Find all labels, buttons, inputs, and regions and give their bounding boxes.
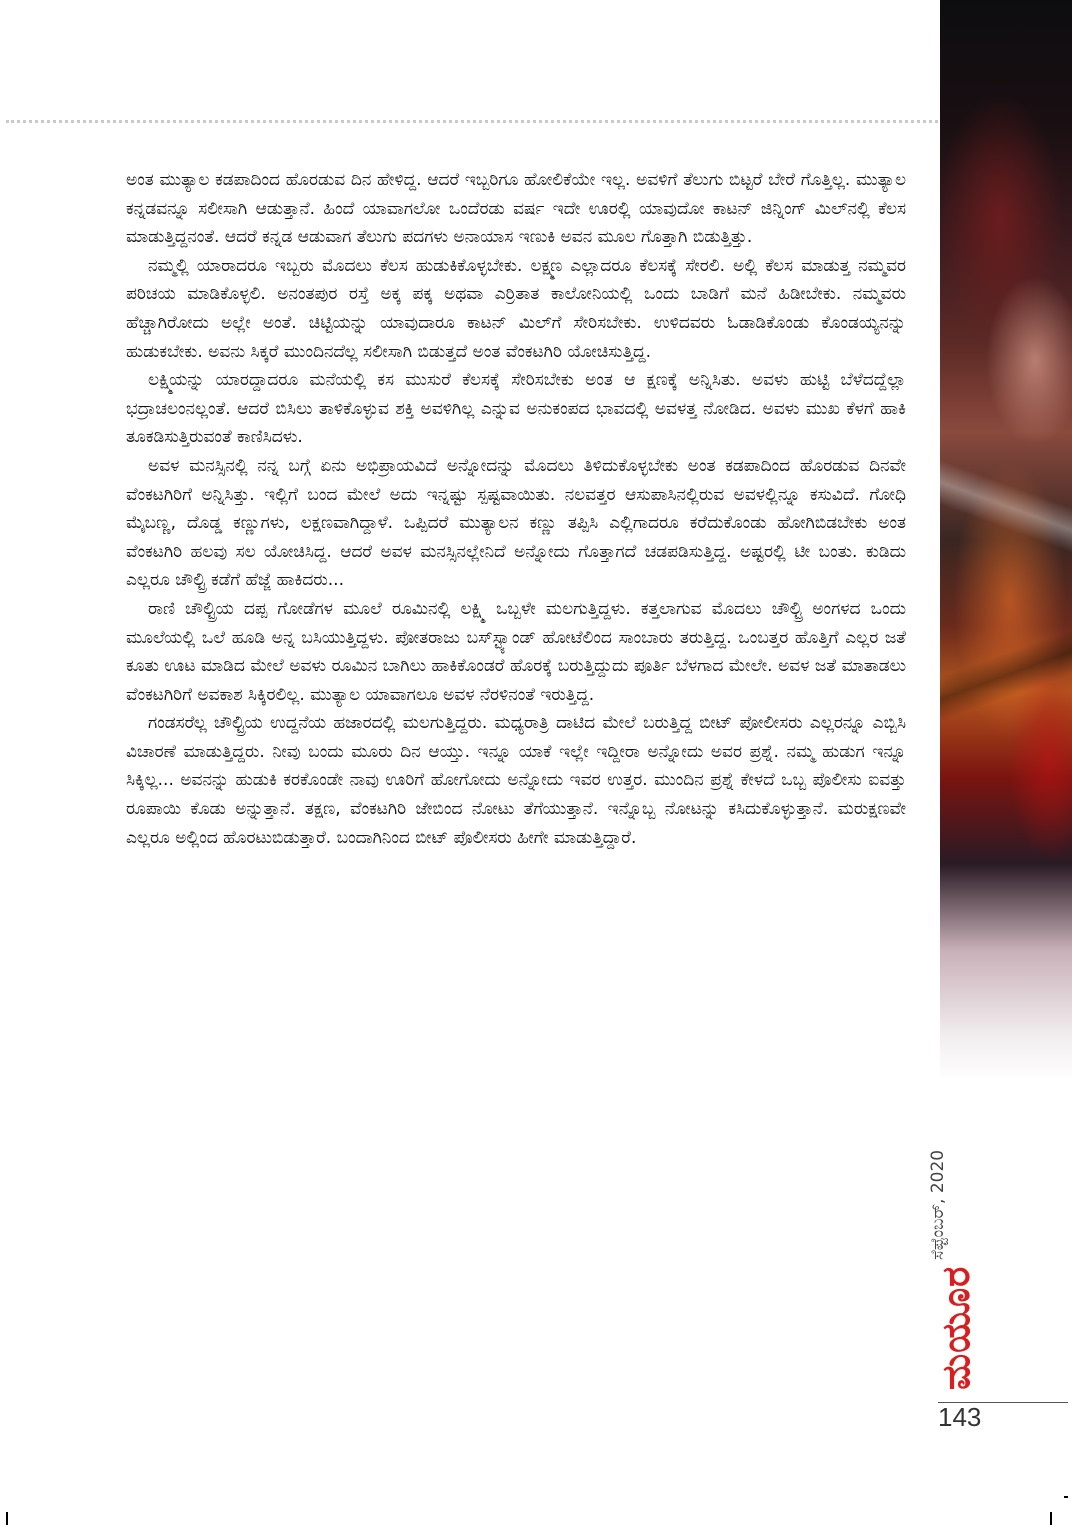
article-paragraph: ಲಕ್ಷ್ಮಿಯನ್ನು ಯಾರದ್ದಾದರೂ ಮನೆಯಲ್ಲಿ ಕಸ ಮುಸುರೆ ಕೆಲಸಕ್ಕೆ ಸೇರಿಸಬೇಕು ಅಂತ ಆ ಕ್ಷಣಕ್ಕೆ ಅನ್ನಿಸಿತು. ಅವಳು ಹುಟ್ಟಿ ಬೆಳೆದದ್ದೆಲ್ಲಾ ಭದ್ರಾಚಲಂನಲ್ಲಂತೆ. ಆದರೆ ಬಿಸಿಲು ತಾಳಿಕೊಳ್ಳುವ ಶಕ್ತಿ ಅವಳಿಗಿಲ್ಲ ಎನ್ನುವ ಅನುಕಂಪದ ಭಾವದಲ್ಲಿ ಅವಳತ್ತ ನೋಡಿದ. ಅವಳು ಮುಖ ಕೆಳಗೆ ಹಾಕಿ ತೂಕಡಿಸುತ್ತಿರುವಂತೆ ಕಾಣಿಸಿದಳು. [126, 370, 906, 448]
article-body [126, 166, 906, 852]
page-number: 143 [938, 1402, 982, 1432]
illustration-strip [940, 0, 1072, 1080]
dotted-divider [6, 120, 938, 123]
crop-mark-right-dot [1064, 1496, 1068, 1498]
magazine-logo: ಮಯೂರ [934, 1265, 978, 1390]
article-paragraph: ಅವಳ ಮನಸ್ಸಿನಲ್ಲಿ ನನ್ನ ಬಗ್ಗೆ ಏನು ಅಭಿಪ್ರಾಯವಿದೆ ಅನ್ನೋದನ್ನು ಮೊದಲು ತಿಳಿದುಕೊಳ್ಳಬೇಕು ಅಂತ ಕಡಪಾದಿಂದ ಹೊರಡುವ ದಿನವೇ ವೆಂಕಟಗಿರಿಗೆ ಅನ್ನಿಸಿತ್ತು. ಇಲ್ಲಿಗೆ ಬಂದ ಮೇಲೆ ಅದು ಇನ್ನಷ್ಟು ಸ್ಪಷ್ಟವಾಯಿತು. ನಲವತ್ತರ ಆಸುಪಾಸಿನಲ್ಲಿರುವ ಅವಳಲ್ಲಿನ್ನೂ ಕಸುವಿದೆ. ಗೋಧಿ ಮೈಬಣ್ಣ, ದೊಡ್ಡ ಕಣ್ಣುಗಳು, ಲಕ್ಷಣವಾಗಿದ್ದಾಳೆ. ಒಪ್ಪಿದರೆ ಮುತ್ಯಾಲನ ಕಣ್ಣು ತಪ್ಪಿಸಿ ಎಲ್ಲಿಗಾದರೂ ಕರೆದುಕೊಂಡು ಹೋಗಿಬಿಡಬೇಕು ಅಂತ ವೆಂಕಟಗಿರಿ ಹಲವು ಸಲ ಯೋಚಿಸಿದ್ದ. ಆದರೆ ಅವಳ ಮನಸ್ಸಿನಲ್ಲೇನಿದೆ ಅನ್ನೋದು ಗೊತ್ತಾಗದೆ ಚಡಪಡಿಸುತ್ತಿದ್ದ. ಅಷ್ಟರಲ್ಲಿ ಟೀ ಬಂತು. ಕುಡಿದು ಎಲ್ಲರೂ ಚೌಲ್ಟ್ರಿ ಕಡೆಗೆ ಹೆಜ್ಜೆ ಹಾಕಿದರು... [126, 455, 906, 591]
article-paragraph: ರಾಣಿ ಚೌಲ್ಟ್ರಿಯ ದಪ್ಪ ಗೋಡೆಗಳ ಮೂಲೆ ರೂಮಿನಲ್ಲಿ ಲಕ್ಷ್ಮಿ ಒಬ್ಬಳೇ ಮಲಗುತ್ತಿದ್ದಳು. ಕತ್ತಲಾಗುವ ಮೊದಲು ಚೌಲ್ಟ್ರಿ ಅಂಗಳದ ಒಂದು ಮೂಲೆಯಲ್ಲಿ ಒಲೆ ಹೂಡಿ ಅನ್ನ ಬಸಿಯುತ್ತಿದ್ದಳು. ಪೋತರಾಜು ಬಸ್‌ಸ್ಟ್ಯಾಂಡ್ ಹೋಟೆಲಿಂದ ಸಾಂಬಾರು ತರುತ್ತಿದ್ದ. ಒಂಬತ್ತರ ಹೊತ್ತಿಗೆ ಎಲ್ಲರ ಜತೆ ಕೂತು ಊಟ ಮಾಡಿದ ಮೇಲೆ ಅವಳು ರೂಮಿನ ಬಾಗಿಲು ಹಾಕಿಕೊಂಡರೆ ಹೊರಕ್ಕೆ ಬರುತ್ತಿದ್ದುದು ಪೂರ್ತಿ ಬೆಳಗಾದ ಮೇಲೇ. ಅವಳ ಜತೆ ಮಾತಾಡಲು ವೆಂಕಟಗಿರಿಗೆ ಅವಕಾಶ ಸಿಕ್ಕಿರಲಿಲ್ಲ. ಮುತ್ಯಾಲ ಯಾವಾಗಲೂ ಅವಳ ನೆರಳಿನಂತೆ ಇರುತ್ತಿದ್ದ. [126, 598, 906, 705]
article-paragraph: ಅಂತ ಮುತ್ಯಾಲ ಕಡಪಾದಿಂದ ಹೊರಡುವ ದಿನ ಹೇಳಿದ್ದ. ಆದರೆ ಇಬ್ಬರಿಗೂ ಹೋಲಿಕೆಯೇ ಇಲ್ಲ. ಅವಳಿಗೆ ತೆಲುಗು ಬಿಟ್ಟರೆ ಬೇರೆ ಗೊತ್ತಿಲ್ಲ. ಮುತ್ಯಾಲ ಕನ್ನಡವನ್ನೂ ಸಲೀಸಾಗಿ ಆಡುತ್ತಾನೆ. ಹಿಂದೆ ಯಾವಾಗಲೋ ಒಂದೆರಡು ವರ್ಷ ಇದೇ ಊರಲ್ಲಿ ಯಾವುದೋ ಕಾಟನ್ ಜಿನ್ನಿಂಗ್ ಮಿಲ್‌ನಲ್ಲಿ ಕೆಲಸ ಮಾಡುತ್ತಿದ್ದನಂತೆ. ಆದರೆ ಕನ್ನಡ ಆಡುವಾಗ ತೆಲುಗು ಪದಗಳು ಅನಾಯಾಸ ಇಣುಕಿ ಅವನ ಮೂಲ ಗೊತ್ತಾಗಿ ಬಿಡುತ್ತಿತ್ತು. [126, 170, 906, 248]
article-paragraph: ನಮ್ಮಲ್ಲಿ ಯಾರಾದರೂ ಇಬ್ಬರು ಮೊದಲು ಕೆಲಸ ಹುಡುಕಿಕೊಳ್ಳಬೇಕು. ಲಕ್ಷ್ಮಣ ಎಲ್ಲಾದರೂ ಕೆಲಸಕ್ಕೆ ಸೇರಲಿ. ಅಲ್ಲಿ ಕೆಲಸ ಮಾಡುತ್ತ ನಮ್ಮವರ ಪರಿಚಯ ಮಾಡಿಕೊಳ್ಳಲಿ. ಅನಂತಪುರ ರಸ್ತೆ ಅಕ್ಕ ಪಕ್ಕ ಅಥವಾ ಎರ್ರಿತಾತ ಕಾಲೋನಿಯಲ್ಲಿ ಒಂದು ಬಾಡಿಗೆ ಮನೆ ಹಿಡೀಬೇಕು. ನಮ್ಮವರು ಹೆಚ್ಚಾಗಿರೋದು ಅಲ್ಲೇ ಅಂತೆ. ಚಿಟ್ಟಿಯನ್ನು ಯಾವುದಾರೂ ಕಾಟನ್ ಮಿಲ್‌ಗೆ ಸೇರಿಸಬೇಕು. ಉಳಿದವರು ಓಡಾಡಿಕೊಂಡು ಕೊಂಡಯ್ಯನನ್ನು ಹುಡುಕಬೇಕು. ಅವನು ಸಿಕ್ಕರೆ ಮುಂದಿನದೆಲ್ಲ ಸಲೀಸಾಗಿ ಬಿಡುತ್ತದೆ ಅಂತ ವೆಂಕಟಗಿರಿ ಯೋಚಿಸುತ್ತಿದ್ದ. [126, 255, 906, 362]
crop-mark-right [1050, 1512, 1052, 1525]
article-paragraph: ಗಂಡಸರೆಲ್ಲ ಚೌಲ್ಟ್ರಿಯ ಉದ್ದನೆಯ ಹಜಾರದಲ್ಲಿ ಮಲಗುತ್ತಿದ್ದರು. ಮಧ್ಯರಾತ್ರಿ ದಾಟಿದ ಮೇಲೆ ಬರುತ್ತಿದ್ದ ಬೀಟ್ ಪೋಲೀಸರು ಎಲ್ಲರನ್ನೂ ಎಬ್ಬಿಸಿ ವಿಚಾರಣೆ ಮಾಡುತ್ತಿದ್ದರು. ನೀವು ಬಂದು ಮೂರು ದಿನ ಆಯ್ತು. ಇನ್ನೂ ಯಾಕೆ ಇಲ್ಲೇ ಇದ್ದೀರಾ ಅನ್ನೋದು ಅವರ ಪ್ರಶ್ನೆ. ನಮ್ಮ ಹುಡುಗ ಇನ್ನೂ ಸಿಕ್ಕಿಲ್ಲ... ಅವನನ್ನು ಹುಡುಕಿ ಕರಕೊಂಡೇ ನಾವು ಊರಿಗೆ ಹೋಗೋದು ಅನ್ನೋದು ಇವರ ಉತ್ತರ. ಮುಂದಿನ ಪ್ರಶ್ನೆ ಕೇಳದೆ ಒಬ್ಬ ಪೊಲೀಸು ಐವತ್ತು ರೂಪಾಯಿ ಕೊಡು ಅನ್ನುತ್ತಾನೆ. ತಕ್ಷಣ, ವೆಂಕಟಗಿರಿ ಜೇಬಿಂದ ನೋಟು ತೆಗೆಯುತ್ತಾನೆ. ಇನ್ನೊಬ್ಬ ನೋಟನ್ನು ಕಸಿದುಕೊಳ್ಳುತ್ತಾನೆ. ಮರುಕ್ಷಣವೇ ಎಲ್ಲರೂ ಅಲ್ಲಿಂದ ಹೊರಟುಬಿಡುತ್ತಾರೆ. ಬಂದಾಗಿನಿಂದ ಬೀಟ್ ಪೊಲೀಸರು ಹೀಗೇ ಮಾಡುತ್ತಿದ್ದಾರೆ. [126, 713, 906, 848]
crop-mark-left [6, 1512, 8, 1525]
issue-date: ಸೆಪ್ಟೆಂಬರ್, 2020 [928, 1149, 948, 1260]
